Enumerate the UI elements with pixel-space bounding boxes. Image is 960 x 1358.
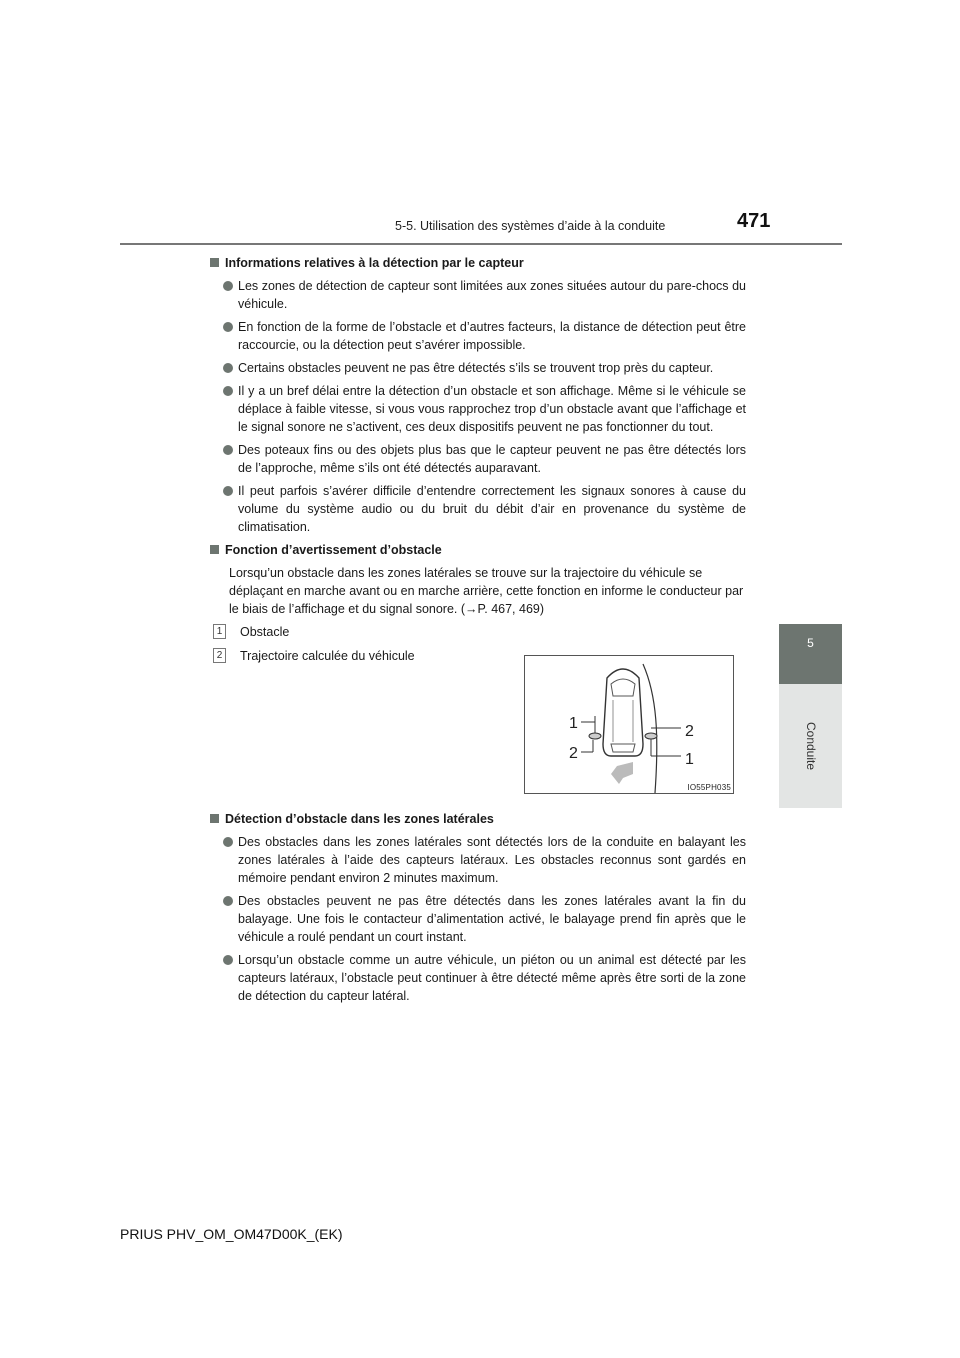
square-bullet-icon [210,258,219,267]
circle-bullet-icon [223,896,233,906]
legend-text: Obstacle [240,625,290,639]
list-item: Certains obstacles peuvent ne pas être détectés s’ils se trouvent trop près du capteur. [210,359,746,377]
header-divider [120,243,842,245]
callout-number: 2 [685,723,694,740]
obstacle-marker [589,733,601,739]
callout-number: 2 [569,745,578,762]
car-top-view-illustration [525,656,733,793]
chapter-label: Conduite [804,721,818,771]
callout-number: 1 [213,624,226,639]
document-id: PRIUS PHV_OM_OM47D00K_(EK) [120,1226,343,1242]
section-title: 5-5. Utilisation des systèmes d’aide à la conduite [395,219,666,233]
list-item: Les zones de détection de capteur sont limitées aux zones situées autour du pare-chocs du véhicule. [210,277,746,313]
list-item: Des obstacles peuvent ne pas être détectés dans les zones latérales avant la fin du balayage. Une fois le contacteur d’alimentation activé, le balayage prend fin après que le véhicule a roulé pendant un court instant. [210,892,746,946]
list-item: En fonction de la forme de l’obstacle et d’autres facteurs, la distance de détection peut être raccourcie, ou la détection peut s’avérer impossible. [210,318,746,354]
obstacle-diagram [524,655,734,794]
list-item: Des obstacles dans les zones latérales sont détectés lors de la conduite en balayant les zones latérales à l’aide des capteurs latéraux. Les obstacles reconnus sont gardés en mémoire pendant environ 2 minutes maximum. [210,833,746,887]
callout-number: 1 [685,751,694,768]
callout-number: 1 [569,715,578,732]
callout-number: 2 [213,648,226,663]
square-bullet-icon [210,545,219,554]
list-item: Lorsqu’un obstacle comme un autre véhicule, un piéton ou un animal est détecté par les capteurs latéraux, l’obstacle peut continuer à être détecté même après être sorti de la zone de détection du capteur latéral. [210,951,746,1005]
side-detection-section [210,810,746,1010]
section-heading: Détection d’obstacle dans les zones latérales [210,810,746,828]
section-heading: Fonction d’avertissement d’obstacle [210,541,746,559]
square-bullet-icon [210,814,219,823]
circle-bullet-icon [223,281,233,291]
list-item: Il y a un bref délai entre la détection d’un obstacle et son affichage. Même si le véhicule se déplace à faible vitesse, si vous vous rapprochez trop d’un obstacle avant que l’affichage et le signal sonore ne s’activent, ces deux dispositifs peuvent ne pas fonctionner du tout. [210,382,746,436]
circle-bullet-icon [223,486,233,496]
circle-bullet-icon [223,322,233,332]
section-heading: Informations relatives à la détection par le capteur [210,254,746,272]
car-body [603,669,643,756]
page-number: 471 [737,210,771,232]
list-item: Des poteaux fins ou des objets plus bas que le capteur peuvent ne pas être détectés lors de l’approche, même s’ils ont été détectés auparavant. [210,441,746,477]
legend-item [210,623,746,647]
circle-bullet-icon [223,363,233,373]
chapter-tab [779,624,842,684]
chapter-number: 5 [807,636,814,650]
circle-bullet-icon [223,386,233,396]
section-paragraph: Lorsqu’un obstacle dans les zones latérales se trouve sur la trajectoire du véhicule se déplaçant en marche avant ou en marche arrière, cette fonction en informe le conducteur par le biais de l’affichage et du signal sonore. (→P. 467, 469) [229,566,744,616]
list-item: Il peut parfois s’avérer difficile d’entendre correctement les signaux sonores à cause du volume du système audio ou du bruit du débit d’air en provenance du système de climatisation. [210,482,746,536]
direction-arrow [611,762,633,784]
main-content [210,254,746,671]
circle-bullet-icon [223,837,233,847]
circle-bullet-icon [223,445,233,455]
figure-code: IO55PH035 [687,783,731,792]
legend-text: Trajectoire calculée du véhicule [240,649,415,663]
obstacle-marker [645,733,657,739]
circle-bullet-icon [223,955,233,965]
